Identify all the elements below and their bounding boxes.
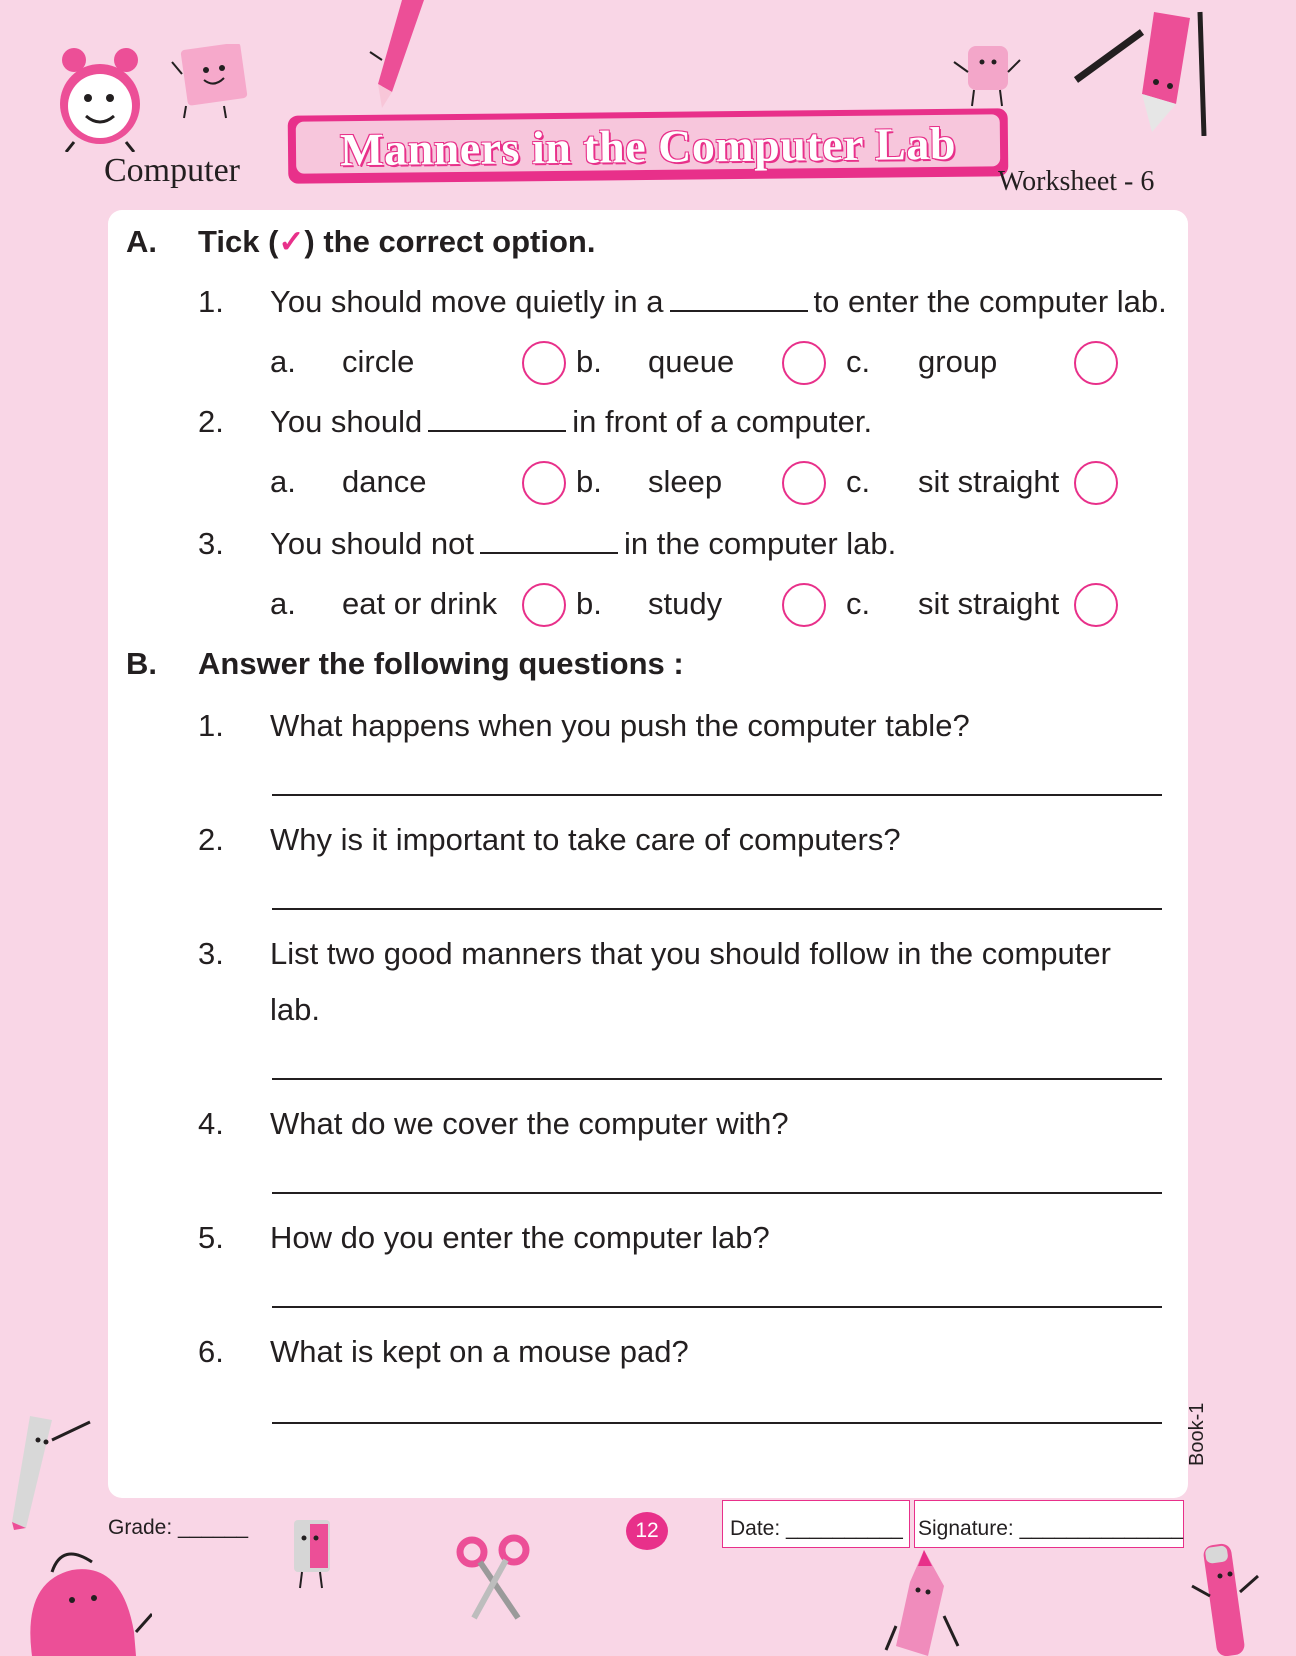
section-b-letter: B. <box>126 646 157 681</box>
scissors-icon <box>454 1534 534 1620</box>
section-a-letter: A. <box>126 224 157 259</box>
question-text: What happens when you push the computer table? <box>270 708 970 743</box>
crayon-character-icon <box>884 1546 964 1656</box>
fill-blank <box>428 404 566 432</box>
signature-box[interactable] <box>914 1500 1184 1548</box>
answer-line[interactable] <box>272 908 1162 910</box>
option-letter: b. <box>576 586 602 621</box>
option-letter: c. <box>846 344 871 379</box>
date-label: Date: __________ <box>730 1517 903 1540</box>
question-number: 3. <box>198 526 224 561</box>
option-letter: b. <box>576 344 602 379</box>
answer-line[interactable] <box>272 1306 1162 1308</box>
question-number: 3. <box>198 936 224 971</box>
grade-label: Grade: ______ <box>108 1516 249 1539</box>
section-b-heading: Answer the following questions : <box>198 646 684 681</box>
backpack-icon <box>12 1522 152 1656</box>
question-text-continued: lab. <box>270 992 320 1027</box>
title-banner <box>288 108 1009 184</box>
question-number: 1. <box>198 284 224 319</box>
question-number: 2. <box>198 822 224 857</box>
option-text: sit straight <box>918 586 1060 621</box>
tick-circle[interactable] <box>1074 583 1118 627</box>
date-box[interactable] <box>722 1500 910 1548</box>
question-text: You should move quietly in a to enter the computer lab. <box>270 284 1167 319</box>
eraser-icon <box>944 42 1024 112</box>
question-text: What do we cover the computer with? <box>270 1106 789 1141</box>
option-text: sit straight <box>918 464 1060 499</box>
option-letter: c. <box>846 464 871 499</box>
question-text: You should in front of a computer. <box>270 404 873 439</box>
question-text: You should not in the computer lab. <box>270 526 897 561</box>
check-icon: ✓ <box>278 224 305 259</box>
question-text: What is kept on a mouse pad? <box>270 1334 689 1369</box>
question-number: 5. <box>198 1220 224 1255</box>
option-letter: a. <box>270 586 296 621</box>
tick-circle[interactable] <box>522 461 566 505</box>
signature-label: Signature: ______________ <box>918 1517 1184 1540</box>
alarm-clock-icon <box>52 44 148 152</box>
option-letter: c. <box>846 586 871 621</box>
answer-line[interactable] <box>272 1422 1162 1424</box>
tick-circle[interactable] <box>782 461 826 505</box>
tick-circle[interactable] <box>522 341 566 385</box>
tick-circle[interactable] <box>782 583 826 627</box>
fill-blank <box>480 526 618 554</box>
answer-line[interactable] <box>272 1078 1162 1080</box>
ruler-character-icon <box>8 1410 92 1530</box>
tick-circle[interactable] <box>782 341 826 385</box>
worksheet-label: Worksheet - 6 <box>998 166 1155 197</box>
question-text: List two good manners that you should follow in the computer <box>270 936 1111 971</box>
book-label: Book-1 <box>1186 1402 1208 1466</box>
tick-circle[interactable] <box>1074 461 1118 505</box>
option-text: study <box>648 586 723 621</box>
question-number: 4. <box>198 1106 224 1141</box>
pencil-character-icon <box>1072 8 1208 136</box>
tick-circle[interactable] <box>1074 341 1118 385</box>
option-letter: a. <box>270 464 296 499</box>
option-letter: a. <box>270 344 296 379</box>
option-text: dance <box>342 464 427 499</box>
tick-circle[interactable] <box>522 583 566 627</box>
notepad-icon <box>170 44 256 120</box>
option-text: sleep <box>648 464 723 499</box>
option-text: queue <box>648 344 735 379</box>
question-number: 6. <box>198 1334 224 1369</box>
answer-line[interactable] <box>272 794 1162 796</box>
page-number: 12 <box>626 1512 668 1550</box>
subject-label: Computer <box>104 152 240 189</box>
section-a-heading: Tick (✓) the correct option. <box>198 224 596 259</box>
question-number: 1. <box>198 708 224 743</box>
sharpener-icon <box>284 1514 344 1590</box>
page-title: Manners in the Computer Lab <box>339 117 957 176</box>
pencil-icon <box>362 0 432 110</box>
option-text: group <box>918 344 998 379</box>
option-text: circle <box>342 344 415 379</box>
option-letter: b. <box>576 464 602 499</box>
fill-blank <box>670 284 808 312</box>
question-number: 2. <box>198 404 224 439</box>
question-text: How do you enter the computer lab? <box>270 1220 770 1255</box>
answer-line[interactable] <box>272 1192 1162 1194</box>
option-text: eat or drink <box>342 586 498 621</box>
question-text: Why is it important to take care of computers? <box>270 822 901 857</box>
pen-character-icon <box>1190 1540 1260 1656</box>
